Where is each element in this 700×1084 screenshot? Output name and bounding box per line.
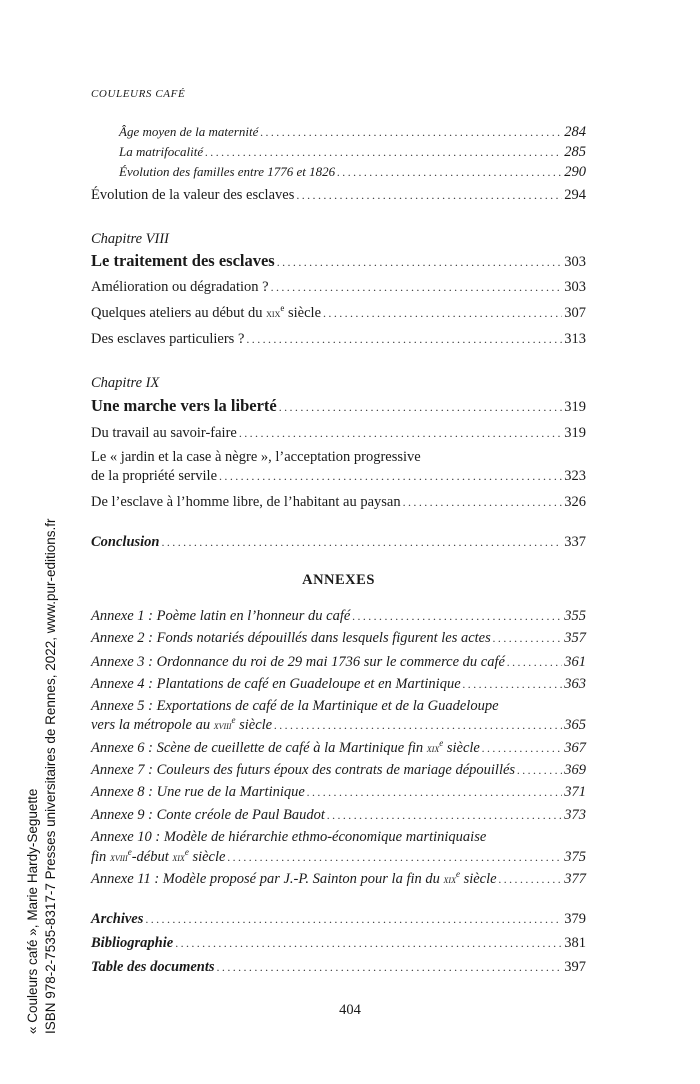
toc-entry-esclave-homme-libre[interactable] (91, 493, 586, 511)
toc-entry-travail[interactable] (91, 424, 586, 442)
toc-entry-annexe-4[interactable] (91, 675, 586, 693)
toc-entry-page: 284 (564, 124, 586, 140)
toc-entry-label: Annexe 8 : Une rue de la Martinique (91, 784, 305, 800)
toc-entry-label: La matrifocalité (119, 144, 204, 159)
leader-dots (327, 806, 562, 824)
chapter-title-label: Une marche vers la liberté (91, 396, 277, 415)
label-text: vers la métropole au (91, 717, 211, 733)
toc-entry-table-documents[interactable] (91, 958, 586, 976)
superscript: e (439, 738, 444, 749)
toc-entry-label: Évolution de la valeur des esclaves (91, 187, 295, 203)
toc-entry-ateliers[interactable] (91, 304, 586, 322)
annexes-heading: ANNEXES (302, 572, 375, 588)
toc-entry-label: Des esclaves particuliers ? (91, 331, 245, 347)
toc-entry-page: 375 (564, 849, 586, 865)
toc-entry-label: Évolution des familles entre 1776 et 1826 (119, 164, 336, 179)
toc-entry-label: Archives (91, 911, 144, 927)
leader-dots (499, 870, 563, 888)
toc-entry-label: De l’esclave à l’homme libre, de l’habitant au paysan (91, 494, 401, 510)
chapter-title-page: 303 (564, 254, 586, 270)
toc-entry-page: 323 (564, 468, 586, 484)
chapter-9-title[interactable] (91, 397, 586, 416)
toc-entry-annexe-5[interactable] (91, 716, 586, 734)
leader-dots (277, 253, 563, 271)
label-text: -début (131, 849, 169, 865)
toc-entry-page: 373 (564, 807, 586, 823)
toc-entry-bibliographie[interactable] (91, 934, 586, 952)
superscript: e (231, 715, 236, 726)
toc-entry-label (91, 716, 272, 734)
toc-entry-annexe-6[interactable] (91, 739, 586, 757)
toc-entry-page: 313 (564, 331, 586, 347)
toc-entry-label (91, 848, 225, 866)
running-head: COULEURS CAFÉ (91, 88, 186, 100)
superscript: e (127, 847, 132, 858)
century-numeral: xix (443, 872, 456, 886)
toc-entry-annexe-8[interactable] (91, 783, 586, 801)
superscript: e (184, 847, 189, 858)
toc-entry-label: Annexe 2 : Fonds notariés dépouillés dans lesquels figurent les actes (91, 630, 491, 646)
leader-dots (482, 739, 562, 757)
label-text: Quelques ateliers au début du (91, 305, 263, 321)
leader-dots (246, 330, 562, 348)
leader-dots (205, 143, 562, 161)
toc-entry-valeur-esclaves[interactable] (91, 186, 586, 204)
leader-dots (517, 761, 562, 779)
toc-entry-jardin-line1: Le « jardin et la case à nègre », l’acceptation progressive (91, 449, 421, 465)
toc-entry-page: 369 (564, 762, 586, 778)
century-numeral: xviii (213, 718, 232, 732)
toc-entry-page: 379 (564, 911, 586, 927)
toc-entry-label (91, 304, 321, 322)
toc-entry-label: de la propriété servile (91, 468, 218, 484)
leader-dots (403, 493, 563, 511)
toc-entry-page: 361 (564, 654, 586, 670)
toc-entry-label: Bibliographie (91, 935, 174, 951)
toc-entry-conclusion[interactable] (91, 533, 586, 551)
label-text: siècle (284, 305, 322, 321)
toc-entry-page: 285 (564, 144, 586, 160)
toc-entry-annexe-2[interactable] (91, 629, 586, 647)
leader-dots (219, 467, 562, 485)
label-text: Annexe 6 : Scène de cueillette de café à la Martinique fin (91, 740, 424, 756)
leader-dots (271, 278, 563, 296)
toc-entry-matrifocalite[interactable] (91, 143, 586, 161)
toc-entry-label (91, 739, 480, 757)
toc-entry-annexe-10-line1: Annexe 10 : Modèle de hiérarchie ethmo-économique martiniquaise (91, 829, 487, 845)
leader-dots (227, 848, 562, 866)
toc-entry-annexe-11[interactable] (91, 870, 586, 888)
label-text: fin (91, 849, 107, 865)
leader-dots (217, 958, 563, 976)
leader-dots (239, 424, 562, 442)
leader-dots (274, 716, 562, 734)
toc-entry-label: Âge moyen de la maternité (119, 124, 259, 139)
leader-dots (145, 910, 562, 928)
toc-entry-annexe-10[interactable] (91, 848, 586, 866)
toc-entry-label: Annexe 3 : Ordonnance du roi de 29 mai 1736 sur le commerce du café (91, 654, 505, 670)
chapter-title-page: 319 (564, 399, 586, 415)
toc-entry-age-maternite[interactable] (91, 123, 586, 141)
toc-entry-label: Annexe 7 : Couleurs des futurs époux des contrats de mariage dépouillés (91, 762, 516, 778)
toc-entry-annexe-1[interactable] (91, 607, 586, 625)
superscript: e (455, 869, 460, 880)
chapter-8-label: Chapitre VIII (91, 231, 169, 247)
toc-entry-annexe-5-line1: Annexe 5 : Exportations de café de la Martinique et de la Guadeloupe (91, 698, 499, 714)
label-text: siècle (235, 717, 273, 733)
side-notice-line-2: ISBN 978-2-7535-8317-7 Presses universitaires de Rennes, 2022, www.pur-editions.fr (43, 518, 58, 1034)
toc-entry-page: 307 (564, 305, 586, 321)
century-numeral: xix (266, 306, 281, 320)
leader-dots (279, 398, 563, 416)
toc-entry-label: Annexe 1 : Poème latin en l’honneur du café (91, 608, 351, 624)
side-notice-line-1: « Couleurs café », Marie Hardy-Seguette (25, 788, 40, 1034)
toc-entry-label: Annexe 9 : Conte créole de Paul Baudot (91, 807, 325, 823)
century-numeral: xix (426, 741, 440, 755)
toc-entry-page: 326 (564, 494, 586, 510)
label-text: siècle (188, 849, 226, 865)
toc-entry-annexe-9[interactable] (91, 806, 586, 824)
leader-dots (463, 675, 563, 693)
toc-entry-label (91, 870, 497, 888)
toc-entry-annexe-7[interactable] (91, 761, 586, 779)
chapter-8-title[interactable] (91, 252, 586, 271)
toc-entry-page: 355 (564, 608, 586, 624)
leader-dots (296, 186, 562, 204)
toc-entry-annexe-3[interactable] (91, 653, 586, 671)
leader-dots (307, 783, 562, 801)
toc-entry-page: 303 (564, 279, 586, 295)
toc-entry-label: Annexe 4 : Plantations de café en Guadeloupe et en Martinique (91, 676, 461, 692)
toc-entry-archives[interactable] (91, 910, 586, 928)
toc-entry-amelioration[interactable] (91, 278, 586, 296)
toc-entry-label: Table des documents (91, 959, 215, 975)
leader-dots (507, 653, 562, 671)
leader-dots (175, 934, 562, 952)
page-number: 404 (339, 1002, 361, 1018)
toc-entry-label: Du travail au savoir-faire (91, 425, 237, 441)
toc-entry-page: 365 (564, 717, 586, 733)
label-text: Annexe 11 : Modèle proposé par J.-P. Sainton pour la fin du (91, 871, 440, 887)
leader-dots (493, 629, 562, 647)
leader-dots (337, 163, 562, 181)
leader-dots (162, 533, 563, 551)
toc-entry-esclaves-particuliers[interactable] (91, 330, 586, 348)
chapter-9-label: Chapitre IX (91, 375, 160, 391)
century-numeral: xix (172, 850, 185, 864)
toc-entry-label: Conclusion (91, 534, 160, 550)
toc-entry-page: 290 (564, 164, 586, 180)
toc-entry-jardin[interactable] (91, 467, 586, 485)
toc-entry-page: 377 (564, 871, 586, 887)
century-numeral: xviii (109, 850, 128, 864)
toc-entry-page: 363 (564, 676, 586, 692)
side-copyright-notice (24, 494, 60, 1034)
toc-entry-page: 337 (564, 534, 586, 550)
label-text: siècle (443, 740, 480, 756)
toc-entry-page: 319 (564, 425, 586, 441)
superscript: e (280, 303, 285, 314)
toc-entry-label: Amélioration ou dégradation ? (91, 279, 269, 295)
label-text: siècle (459, 871, 497, 887)
toc-entry-page: 357 (564, 630, 586, 646)
leader-dots (323, 304, 562, 322)
toc-entry-page: 371 (564, 784, 586, 800)
toc-entry-page: 381 (564, 935, 586, 951)
toc-entry-page: 294 (564, 187, 586, 203)
chapter-title-label: Le traitement des esclaves (91, 251, 275, 270)
toc-entry-page: 397 (564, 959, 586, 975)
leader-dots (352, 607, 562, 625)
leader-dots (260, 123, 562, 141)
toc-entry-page: 367 (564, 740, 586, 756)
toc-entry-evolution-familles[interactable] (91, 163, 586, 181)
